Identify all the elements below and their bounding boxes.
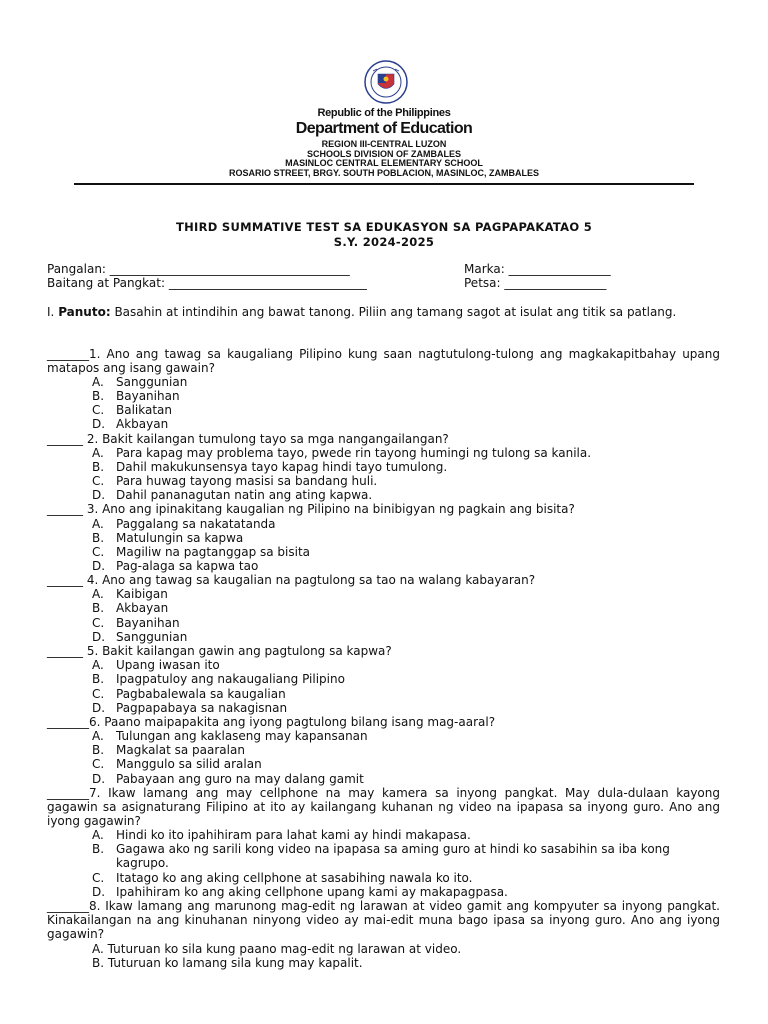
option-1d[interactable]	[92, 417, 720, 431]
option-text: Dahil pananagutan natin ang ating kapwa.	[116, 488, 373, 502]
header-divider	[74, 183, 694, 185]
option-2d[interactable]	[92, 488, 720, 502]
question-4: ______ 4. Ano ang tawag sa kaugalian na pagtulong sa tao na walang kabayaran?	[47, 573, 536, 587]
option-text: Pabayaan ang guro na may dalang gamit	[116, 772, 364, 786]
option-2c[interactable]	[92, 474, 720, 488]
option-text: Upang iwasan ito	[116, 658, 220, 672]
option-1c[interactable]	[92, 403, 720, 417]
option-letter: A.	[92, 446, 104, 460]
option-letter: D.	[92, 559, 106, 573]
option-3d[interactable]	[92, 559, 720, 573]
option-text: Pag-alaga sa kapwa tao	[116, 559, 259, 573]
option-text: Magiliw na pagtanggap sa bisita	[116, 545, 311, 559]
option-3b[interactable]	[92, 531, 720, 545]
republic-line: Republic of the Philippines	[317, 107, 451, 119]
option-text: Magkalat sa paaralan	[116, 743, 245, 757]
option-letter: D.	[92, 885, 106, 899]
department-line: Department of Education	[295, 120, 473, 137]
option-letter: A.	[92, 517, 104, 531]
option-7c[interactable]	[92, 871, 720, 885]
option-letter: C.	[92, 687, 105, 701]
option-2b[interactable]	[92, 460, 720, 474]
option-letter: A.	[92, 942, 104, 956]
school-line: MASINLOC CENTRAL ELEMENTARY SCHOOL	[285, 158, 483, 168]
question-2: ______ 2. Bakit kailangan tumulong tayo sa mga nangangailangan?	[47, 432, 449, 446]
option-text: Para kapag may problema tayo, pwede rin tayong humingi ng tulong sa kanila.	[116, 446, 592, 460]
option-letter: C.	[92, 757, 105, 771]
option-letter: A.	[92, 658, 104, 672]
option-1a[interactable]	[92, 375, 720, 389]
instructions-label: Panuto:	[58, 305, 111, 319]
option-text: Tulungan ang kaklaseng may kapansanan	[116, 729, 368, 743]
option-4d[interactable]	[92, 630, 720, 644]
option-text: Ipagpatuloy ang nakaugaliang Pilipino	[116, 672, 345, 686]
score-field[interactable]: Marka: _________________	[464, 262, 611, 276]
question-7: _______7. Ikaw lamang ang may cellphone na may kamera sa inyong pangkat. May dula-dulaan kayong gagawin sa asignaturang Filipino at ito ay kailangang kuhanan ng video na ipapasa sa inyong guro. Ano ang iyong gagawin?	[47, 786, 720, 829]
option-letter: C.	[92, 403, 105, 417]
option-text: Kaibigan	[116, 587, 168, 601]
option-letter: A.	[92, 828, 104, 842]
option-text: Tuturuan ko sila kung paano mag-edit ng larawan at video.	[107, 942, 462, 956]
option-text: Ipahihiram ko ang aking cellphone upang kami ay makapagpasa.	[116, 885, 508, 899]
option-7d[interactable]	[92, 885, 720, 899]
option-letter: A.	[92, 729, 104, 743]
option-text: Akbayan	[116, 601, 169, 615]
instructions	[47, 305, 720, 319]
question-6: _______6. Paano maipapakita ang iyong pagtulong bilang isang mag-aaral?	[47, 715, 496, 729]
option-4a[interactable]	[92, 587, 720, 601]
option-3c[interactable]	[92, 545, 720, 559]
option-5b[interactable]	[92, 672, 720, 686]
option-letter: C.	[92, 545, 105, 559]
option-text: Sanggunian	[116, 630, 188, 644]
option-6a[interactable]	[92, 729, 720, 743]
option-text: Matulungin sa kapwa	[116, 531, 244, 545]
option-letter: B.	[92, 531, 105, 545]
option-letter: B.	[92, 842, 105, 856]
option-1b[interactable]	[92, 389, 720, 403]
option-4c[interactable]	[92, 616, 720, 630]
option-3a[interactable]	[92, 517, 720, 531]
school-year: S.Y. 2024-2025	[333, 235, 435, 249]
option-6b[interactable]	[92, 743, 720, 757]
question-8: _______8. Ikaw lamang ang marunong mag-edit ng larawan at video gamit ang kompyuter sa inyong pangkat. Kinakailangan na ang kinuhanan ninyong video ay mai-edit muna bago ipasa sa inyong guro. Ano ang iyong gagawin?	[47, 899, 720, 942]
option-5d[interactable]	[92, 701, 720, 715]
question-3: ______ 3. Ano ang ipinakitang kaugalian ng Pilipino na binibigyan ng pagkain ang bisita?	[47, 502, 575, 516]
division-line: SCHOOLS DIVISION OF ZAMBALES	[306, 149, 461, 159]
instructions-number: I.	[47, 305, 55, 319]
option-letter: D.	[92, 772, 106, 786]
option-text: Bayanihan	[116, 389, 180, 403]
option-text: Gagawa ako ng sarili kong video na ipapasa sa aming guro at hindi ko sasabihin sa iba kong kagrupo.	[116, 842, 670, 871]
option-text: Pagbabalewala sa kaugalian	[116, 687, 286, 701]
option-4b[interactable]	[92, 601, 720, 615]
deped-seal-icon	[364, 60, 408, 104]
option-letter: C.	[92, 474, 105, 488]
option-text: Akbayan	[116, 417, 169, 431]
option-letter: D.	[92, 417, 106, 431]
option-text: Dahil makukunsensya tayo kapag hindi tayo tumulong.	[116, 460, 448, 474]
option-text: Hindi ko ito ipahihiram para lahat kami ay hindi makapasa.	[116, 828, 471, 842]
option-6d[interactable]	[92, 772, 720, 786]
question-5: ______ 5. Bakit kailangan gawin ang pagtulong sa kapwa?	[47, 644, 392, 658]
address-line: ROSARIO STREET, BRGY. SOUTH POBLACION, MASINLOC, ZAMBALES	[228, 168, 539, 178]
option-text: Balikatan	[116, 403, 173, 417]
option-letter: C.	[92, 871, 105, 885]
option-letter: A.	[92, 587, 104, 601]
date-field[interactable]: Petsa: _________________	[464, 276, 607, 290]
option-letter: B.	[92, 956, 105, 970]
grade-section-field[interactable]: Baitang at Pangkat: _________________________________	[47, 276, 367, 290]
option-letter: B.	[92, 672, 105, 686]
option-letter: D.	[92, 630, 106, 644]
option-text: Itatago ko ang aking cellphone at sasabihing nawala ko ito.	[116, 871, 473, 885]
option-text: Bayanihan	[116, 616, 180, 630]
option-5c[interactable]	[92, 687, 720, 701]
option-8b[interactable]	[92, 956, 720, 970]
option-letter: B.	[92, 389, 105, 403]
option-letter: B.	[92, 601, 105, 615]
option-7b[interactable]	[92, 842, 720, 870]
option-5a[interactable]	[92, 658, 720, 672]
option-letter: B.	[92, 460, 105, 474]
instructions-text: Basahin at intindihin ang bawat tanong. Piliin ang tamang sagot at isulat ang titik sa patlang.	[114, 305, 677, 319]
option-6c[interactable]	[92, 757, 720, 771]
option-text: Paggalang sa nakatatanda	[116, 517, 276, 531]
region-line: REGION III-CENTRAL LUZON	[321, 139, 447, 149]
option-text: Manggulo sa silid aralan	[116, 757, 262, 771]
option-text: Para huwag tayong masisi sa bandang huli.	[116, 474, 378, 488]
option-8a[interactable]	[92, 942, 720, 956]
option-2a[interactable]	[92, 446, 720, 460]
test-title: THIRD SUMMATIVE TEST SA EDUKASYON SA PAGPAPAKATAO 5	[175, 220, 593, 234]
option-text: Tuturuan ko lamang sila kung may kapalit.	[107, 956, 363, 970]
option-letter: B.	[92, 743, 105, 757]
question-1: _______1. Ano ang tawag sa kaugaliang Pilipino kung saan nagtutulong-tulong ang magkakapitbahay upang matapos ang isang gawain?	[47, 347, 720, 376]
name-field[interactable]: Pangalan: ________________________________________	[47, 262, 350, 276]
option-letter: D.	[92, 701, 106, 715]
option-letter: C.	[92, 616, 105, 630]
option-letter: D.	[92, 488, 106, 502]
option-text: Pagpapabaya sa nakagisnan	[116, 701, 288, 715]
option-letter: A.	[92, 375, 104, 389]
option-7a[interactable]	[92, 828, 720, 842]
option-text: Sanggunian	[116, 375, 188, 389]
